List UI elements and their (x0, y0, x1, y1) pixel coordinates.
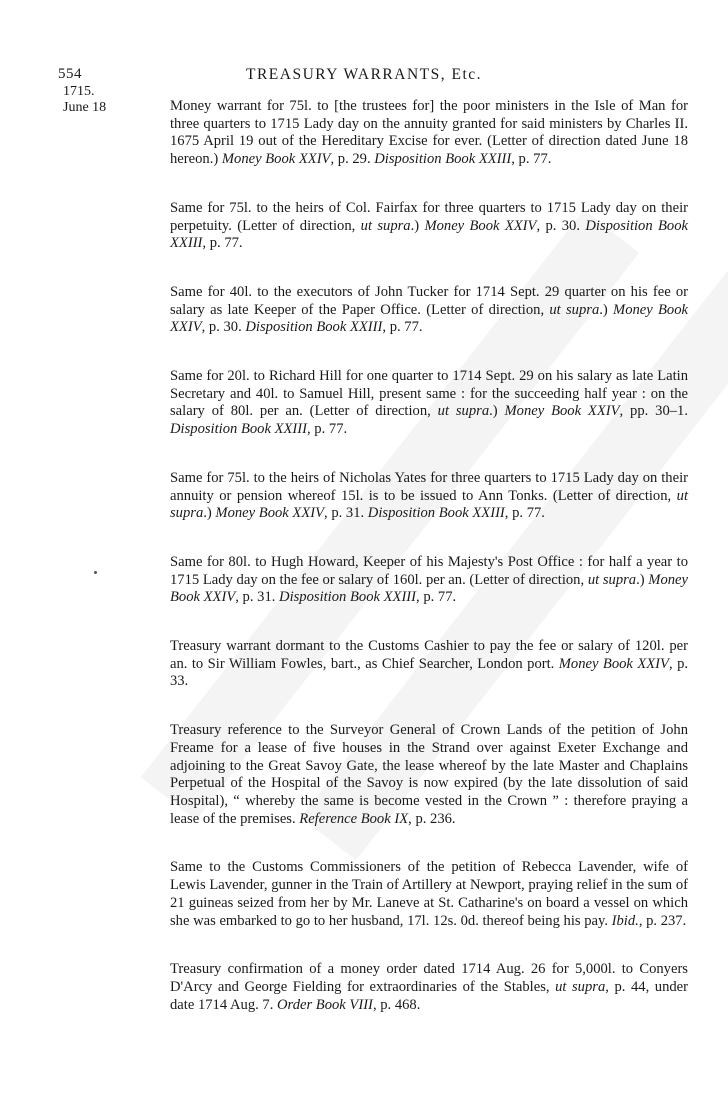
entries (170, 98, 688, 1045)
entry-text: .) (599, 301, 614, 318)
entry-text: Money warrant for 75l. to [the trustees for] the poor ministers in the Isle of Man for three quarters to 1715 Lady day on the annuity granted for said ministers by Charles II. 1675 April 19 out of the Hereditary Excise for ever. (Letter of direction dated June 18 hereon.) (170, 98, 688, 168)
entry-reference: ut supra (360, 217, 411, 234)
entry-text: , p. 468. (372, 996, 421, 1013)
entry-reference: Money Book XXIV (558, 655, 669, 672)
entry-reference: Disposition Book XXIII (170, 217, 688, 252)
entry-reference: ut supra (549, 301, 600, 318)
entry-text: Treasury warrant dormant to the Customs Cashier to pay the fee or salary of 120l. per an. to Sir William Fowles, bart., as Chief Searcher, London port. (170, 638, 688, 672)
entry-text: Same for 20l. to Richard Hill for one quarter to 1714 Sept. 29 on his salary as late Latin Secretary and 40l. to Samuel Hill, present same : for the succeeding half year : on the salary of 80l. per an. (Letter of direction, (170, 368, 688, 420)
entry-reference: Disposition Book XXIII (279, 589, 417, 606)
entry-text: Same for 40l. to the executors of John Tucker for 1714 Sept. 29 quarter on his fee or salary as late Keeper of the Paper Office. (Letter of direction, (170, 283, 688, 318)
entry-reference: Money Book XXIV (215, 505, 325, 522)
warrant-entry (170, 470, 688, 523)
warrant-entry (170, 200, 688, 253)
entry-reference: Money Book XXIV (221, 151, 331, 168)
entry-reference: ut supra (437, 403, 490, 420)
warrant-entry (170, 638, 688, 691)
entry-text: , p. 77. (511, 151, 552, 168)
entry-text: , p. 237. (638, 912, 687, 929)
margin-year: 1715. (63, 84, 95, 99)
warrant-entry (170, 722, 688, 828)
entry-reference: ut supra (170, 487, 688, 522)
page-number: 554 (58, 66, 82, 82)
warrant-entry (170, 859, 688, 930)
entry-text: , p. 31. (324, 505, 368, 522)
speck (94, 571, 97, 574)
warrant-entry (170, 368, 688, 439)
entry-reference: Money Book XXIV (504, 403, 620, 420)
entry-text: , p. 29. (330, 151, 375, 168)
warrant-entry (170, 284, 688, 337)
entry-text: , p. 31. (235, 589, 280, 606)
entry-text: .) (203, 505, 216, 522)
entry-reference: ut supra (555, 978, 606, 995)
entry-reference: Disposition Book XXIII (374, 151, 512, 168)
entry-text: , p. 236. (408, 810, 456, 827)
entry-text: , p. 33. (170, 655, 689, 690)
entry-text: Same for 80l. to Hugh Howard, Keeper of his Majesty's Post Office : for half a year to 1715 Lady day on the fee or salary of 160l. per an. (Letter of direction, (170, 553, 688, 588)
entry-text: Same for 75l. to the heirs of Nicholas Yates for three quarters to 1715 Lady day on their annuity or pension whereof 15l. is to be issued to Ann Tonks. (Letter of direction, (170, 469, 688, 504)
margin-date: June 18 (63, 100, 107, 115)
warrant-entry (170, 554, 688, 607)
entry-text: Same to the Customs Commissioners of the petition of Rebecca Lavender, wife of Lewis Lavender, gunner in the Train of Artillery at Newport, praying relief in the sum of 21 guineas seized from her by Mr. Laneve at St. Catharine's on board a vessel on which she was embarked to go to her husband, 17l. 12s. 0d. thereof being his pay. (170, 859, 688, 929)
entry-text: Treasury reference to the Surveyor General of Crown Lands of the petition of John Freame for a lease of five houses in the Strand over against Exeter Exchange and adjoining to the Great Savoy Gate, the lease whereof by the late Master and Chaplains Perpetual of the Hospital of the Savoy is now expired (by the late dissolution of said Hospital), “ whereby the same is become vested in the Crown ” : therefore praying a lease of the premises. (170, 722, 688, 827)
entry-reference: Money Book XXIV (170, 301, 688, 336)
entry-text: Treasury confirmation of a money order dated 1714 Aug. 26 for 5,000l. to Conyers D'Arcy and George Fielding for extraordinaries of the Stables, (170, 961, 688, 995)
entry-text: , p. 77. (202, 235, 243, 252)
entry-text: .) (636, 571, 649, 588)
entry-text: , p. 77. (307, 421, 348, 438)
entry-reference: Reference Book IX (299, 810, 409, 827)
entry-reference: Money Book XXIV (424, 217, 537, 234)
entry-reference: Disposition Book XXIII (367, 505, 505, 522)
entry-text: , p. 30. (201, 319, 246, 336)
entry-reference: Ibid. (611, 912, 639, 929)
entry-text: Same for 75l. to the heirs of Col. Fairfax for three quarters to 1715 Lady day on their perpetuity. (Letter of direction, (170, 199, 688, 234)
entry-text: .) (410, 217, 425, 234)
entry-reference: Disposition Book XXIII (245, 319, 383, 336)
entry-text: , p. 77. (382, 319, 423, 336)
warrant-entry (170, 98, 688, 169)
warrant-entry (170, 961, 688, 1014)
entry-reference: Money Book XXIV (170, 571, 688, 606)
entry-reference: Disposition Book XXIII (170, 421, 307, 438)
entry-text: , p. 77. (504, 505, 545, 522)
entry-text: , p. 44, under date 1714 Aug. 7. (170, 978, 689, 1013)
entry-reference: ut supra (587, 571, 637, 588)
running-head: TREASURY WARRANTS, Etc. (245, 66, 482, 83)
entry-text: , p. 30. (536, 217, 586, 234)
entry-text: , p. 77. (416, 589, 457, 606)
entry-text: , pp. 30–1. (619, 403, 688, 420)
entry-reference: Order Book VIII (277, 996, 373, 1013)
entry-text: .) (489, 403, 505, 420)
